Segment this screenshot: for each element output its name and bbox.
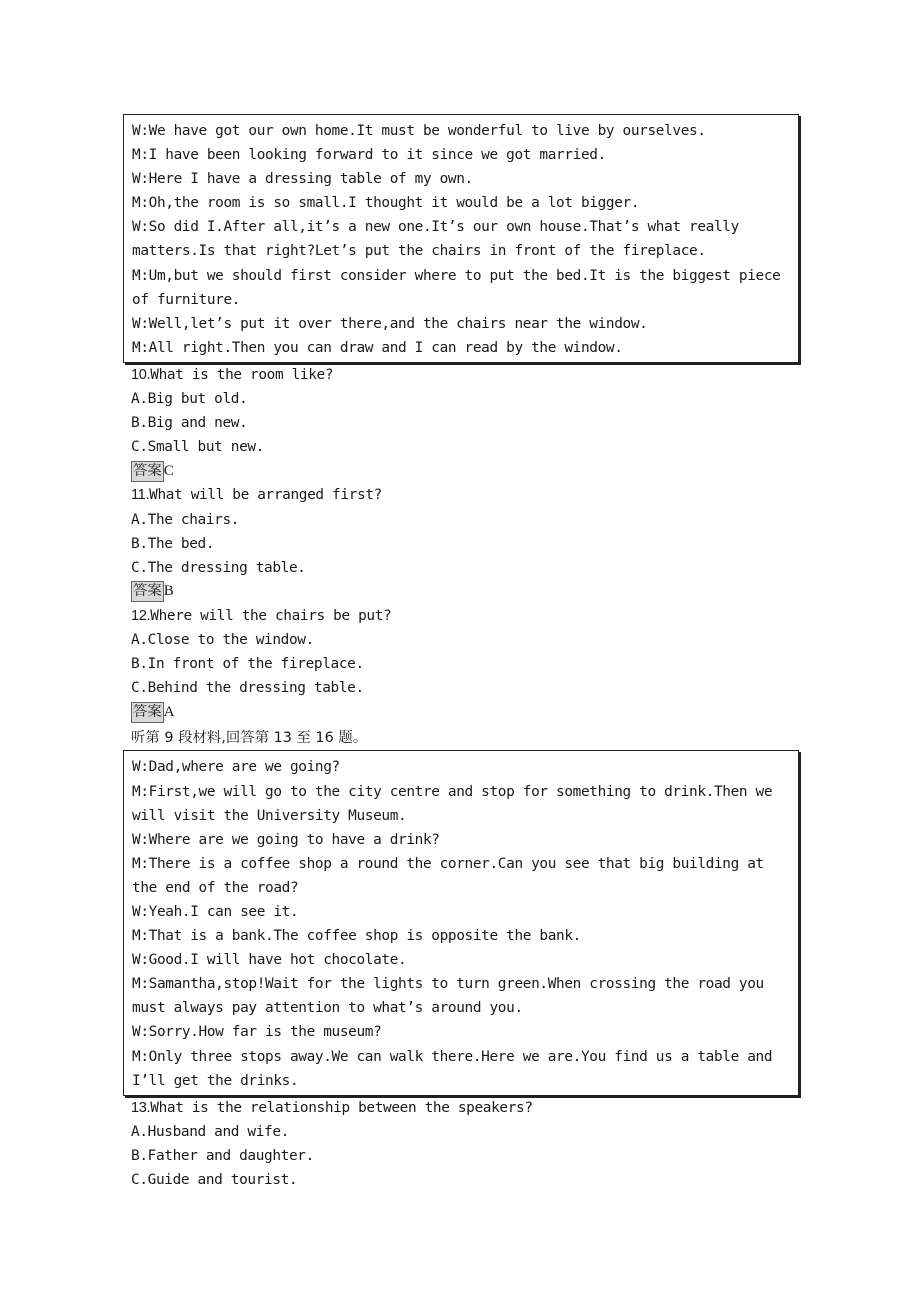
answer-value: C — [163, 462, 174, 479]
dialogue-line: W:Well,let’s put it over there,and the chairs near the window. — [132, 315, 648, 332]
question-number: 13. — [131, 1099, 151, 1116]
dialogue-line: M:All right.Then you can draw and I can read by the window. — [132, 339, 623, 356]
option-b: B.The bed. — [131, 535, 215, 552]
option-c: C.Guide and tourist. — [131, 1172, 298, 1189]
question-11 — [131, 483, 799, 507]
dialogue-line: W:Sorry.How far is the museum? — [132, 1024, 382, 1041]
question-text: Where will the chairs be put? — [150, 607, 392, 624]
dialogue-box-1 — [123, 114, 799, 363]
dialogue-line: M:Um,but we should first consider where to put the bed.It is the biggest piece of furniture. — [132, 267, 781, 308]
question-text: What is the room like? — [150, 366, 334, 383]
dialogue-line: M:I have been looking forward to it since we got married. — [132, 147, 606, 164]
answer-row — [131, 580, 799, 604]
question-12 — [131, 604, 799, 628]
option-b: B.In front of the fireplace. — [131, 656, 364, 673]
question-13 — [131, 1096, 799, 1120]
dialogue-box-2 — [123, 750, 799, 1095]
dialogue-line: M:There is a coffee shop a round the corner.Can you see that big building at the end of the road? — [132, 855, 764, 896]
answer-value: B — [163, 583, 174, 600]
answer-badge: 答案 — [131, 461, 164, 482]
option-a: A.Close to the window. — [131, 631, 314, 648]
option-b: B.Father and daughter. — [131, 1147, 314, 1164]
answer-value: A — [163, 703, 175, 720]
option-b: B.Big and new. — [131, 415, 248, 432]
dialogue-line: W:Yeah.I can see it. — [132, 904, 299, 920]
section-instruction: 听第 9 段材料,回答第 13 至 16 题。 — [131, 730, 368, 747]
answer-badge: 答案 — [131, 581, 164, 602]
answer-row — [131, 459, 799, 483]
dialogue-line: M:That is a bank.The coffee shop is opposite the bank. — [132, 928, 581, 945]
page-content — [131, 114, 799, 1192]
answer-row — [131, 700, 799, 724]
option-a: A.The chairs. — [131, 511, 240, 528]
question-number: 11. — [131, 487, 150, 504]
dialogue-line: W:Here I have a dressing table of my own. — [132, 171, 473, 188]
option-c: C.Behind the dressing table. — [131, 680, 364, 697]
dialogue-line: M:First,we will go to the city centre and stop for something to drink.Then we will visit the University Museum. — [132, 783, 773, 824]
dialogue-line: M:Oh,the room is so small.I thought it would be a lot bigger. — [132, 195, 640, 212]
question-text: What is the relationship between the speakers? — [150, 1099, 533, 1116]
question-number: 10. — [131, 366, 151, 383]
question-text: What will be arranged first? — [149, 487, 382, 504]
option-a: A.Husband and wife. — [131, 1123, 289, 1140]
dialogue-line: M:Samantha,stop!Wait for the lights to turn green.When crossing the road you must always pay attention to what’s around you. — [132, 976, 764, 1017]
question-10 — [131, 363, 799, 387]
answer-badge: 答案 — [131, 702, 164, 723]
dialogue-line: W:Dad,where are we going? — [132, 759, 340, 776]
dialogue-line: W:Good.I will have hot chocolate. — [132, 952, 407, 969]
option-c: C.Small but new. — [131, 439, 265, 456]
option-a: A.Big but old. — [131, 391, 248, 408]
dialogue-line: M:Only three stops away.We can walk there.Here we are.You find us a table and I’ll get the drinks. — [132, 1048, 773, 1089]
dialogue-line: W:So did I.After all,it’s a new one.It’s our own house.That’s what really matters.Is that right?Let’s put the chairs in front of the fireplace. — [132, 219, 739, 260]
dialogue-line: W:Where are we going to have a drink? — [132, 831, 440, 848]
question-number: 12. — [131, 607, 151, 624]
dialogue-line: W:We have got our own home.It must be wonderful to live by ourselves. — [132, 123, 706, 139]
option-c: C.The dressing table. — [131, 559, 306, 576]
